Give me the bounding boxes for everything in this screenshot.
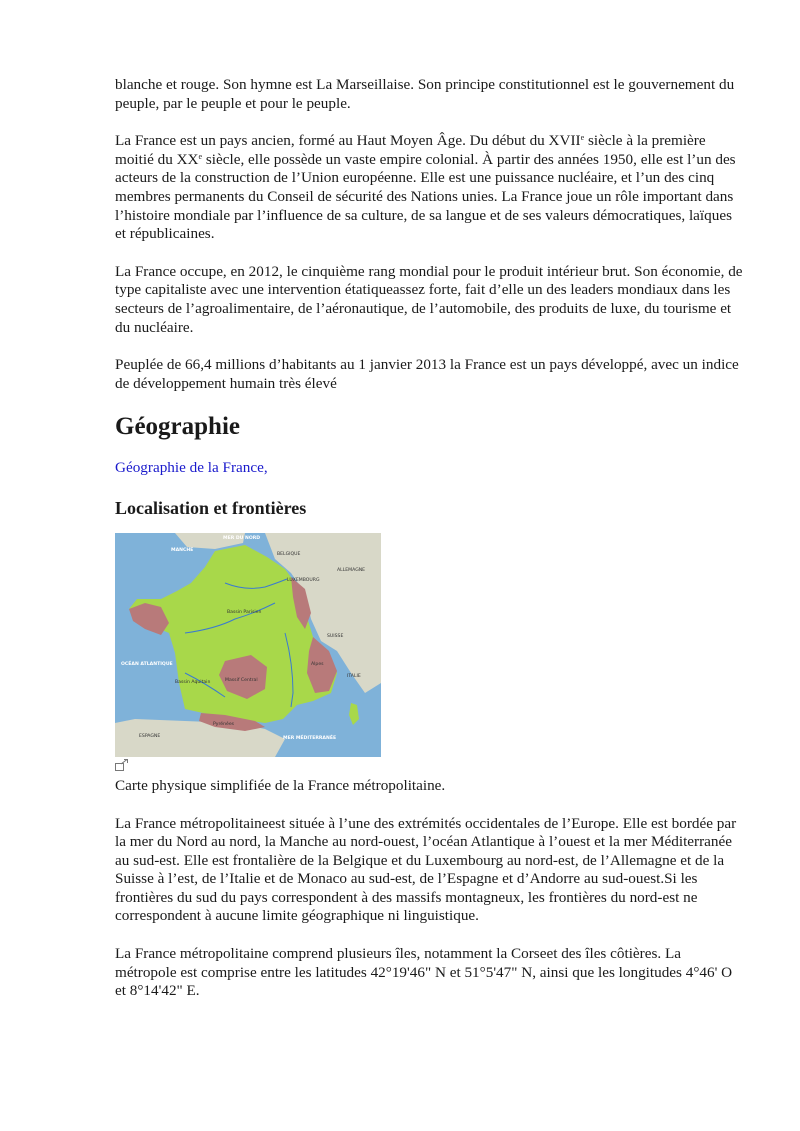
label-italie: ITALIE [347,673,361,679]
heading-geographie: Géographie [115,413,240,441]
paragraph-borders: La France métropolitaineest située à l’une des extrémités occidentales de l’Europe. Elle est bordée par la mer du Nord au nord, la Manche au nord-ouest, l’océan Atlantique à l’ouest et la mer Méditerranée au sud-est. Elle est frontalière de la Belgique et du Luxembourg au nord-est, de l’Allemagne et de la Suisse à l’est, de l’Italie et de Monaco au sud-est, de l’Espagne et d’Andorre au sud-ouest.Si les frontières du sud du pays correspondent à des massifs montagneux, les frontières du nord-est ne correspondent à aucune limite géographique ni linguistique. [115,814,737,925]
label-allemagne: ALLEMAGNE [337,567,366,573]
label-belgique: BELGIQUE [277,551,301,557]
history-text-c: siècle, elle possède un vaste empire colonial. À partir des années 1950, elle est l’un des acteurs de la construction de l’Union européenne. Elle est une puissance nucléaire, et l’un des cinq membres permanents du Conseil de sécurité des Nations unies. La France joue un rôle important dans l’histoire mondiale par l’influence de sa culture, de sa langue et de ses valeurs démocratiques, laïques et républicaines. [115,150,736,243]
map-caption: Carte physique simplifiée de la France métropolitaine. [115,776,446,794]
superscript-e: e [580,133,585,143]
label-manche: MANCHE [171,547,194,553]
document-page [115,76,745,1020]
heading-localisation: Localisation et frontières [115,497,307,518]
label-alpes: Alpes [311,661,324,667]
paragraph-population: Peuplée de 66,4 millions d’habitants au 1 janvier 2013 la France est un pays développé, avec un indice de développement humain très élevé [115,356,739,392]
label-mer-du-nord: MER DU NORD [223,535,261,541]
label-espagne: ESPAGNE [139,733,161,739]
label-mediterranee: MER MÉDITERRANÉE [283,735,337,741]
label-suisse: SUISSE [327,633,344,639]
label-bassin-parisien: Bassin Parisien [227,609,262,615]
label-massif-central: Massif Central [225,677,258,683]
label-ocean: OCÉAN ATLANTIQUE [121,661,173,667]
france-physical-map[interactable] [115,533,381,757]
history-text-a: La France est un pays ancien, formé au Haut Moyen Âge. Du début du XVII [115,132,581,150]
geo-link-paragraph [115,459,745,478]
map-image [115,533,381,757]
paragraph-intro-end: blanche et rouge. Son hymne est La Marseillaise. Son principe constitutionnel est le gouvernement du peuple, par le peuple et pour le peuple. [115,76,735,112]
label-luxembourg: LUXEMBOURG [287,577,320,583]
expand-image-icon[interactable] [115,759,129,771]
label-pyrenees: Pyrénées [213,721,235,727]
history-text-b: siècle à la première moitié du XX [115,132,706,168]
paragraph-economy: La France occupe, en 2012, le cinquième rang mondial pour le produit intérieur brut. Son économie, de type capitaliste avec une intervention étatiqueassez forte, fait d’elle un des leaders mondiaux dans les secteurs de l’agroalimentaire, de l’aéronautique, de l’automobile, des produits de luxe, du tourisme et du nucléaire. [115,262,743,336]
geographie-link[interactable]: Géographie de la France, [115,459,268,477]
label-bassin-aquitain: Bassin Aquitain [175,679,211,685]
superscript-e: e [198,151,203,161]
paragraph-history [115,132,745,244]
paragraph-islands: La France métropolitaine comprend plusieurs îles, notamment la Corseet des îles côtières. La métropole est comprise entre les latitudes 42°19'46" N et 51°5'47" N, ainsi que les longitudes 4°46' O et 8°14'42" E. [115,945,733,1000]
